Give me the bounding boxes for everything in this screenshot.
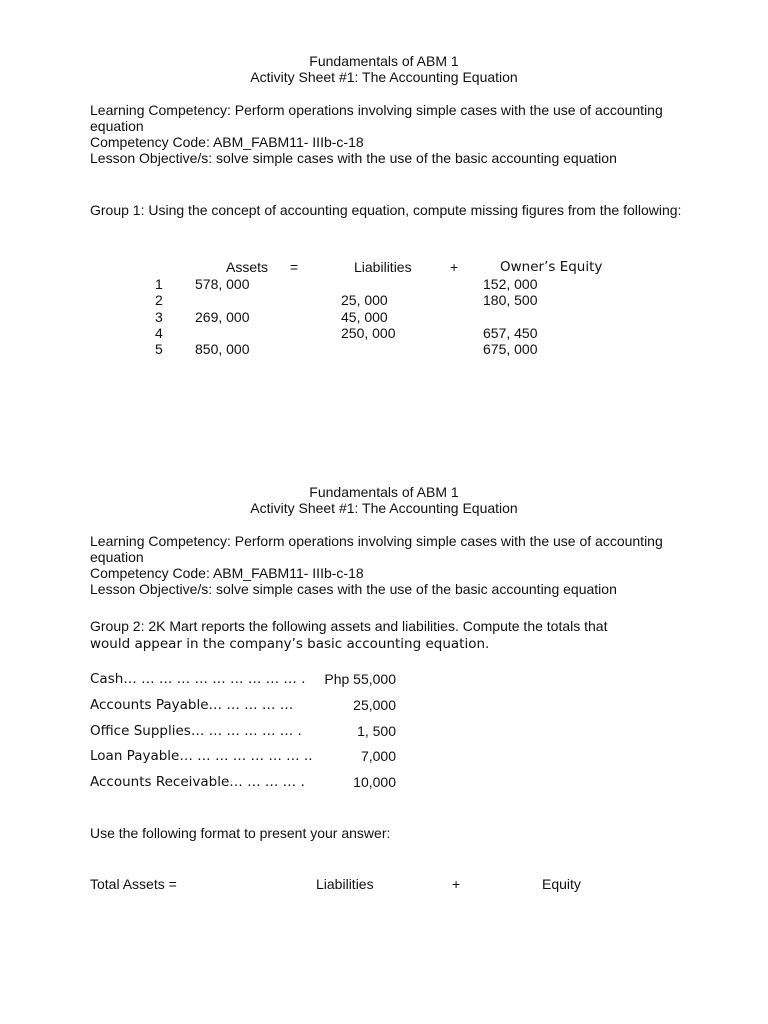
leader-dots: … … … … . (229, 774, 305, 790)
format-equity: Equity (542, 876, 581, 892)
account-value: 7,000 (360, 748, 396, 764)
group-2-instruction-line1: Group 2: 2K Mart reports the following assets and liabilities. Compute the totals that (90, 618, 608, 634)
row-number: 2 (155, 292, 163, 308)
account-label: Cash (90, 671, 124, 687)
format-plus: + (452, 876, 461, 892)
row-equity: 152, 000 (483, 276, 538, 292)
competency-code: Competency Code: ABM_FABM11- IIIb-c-18 (90, 565, 364, 581)
row-number: 5 (155, 341, 163, 357)
account-item (90, 774, 305, 790)
row-number: 3 (155, 309, 163, 325)
account-label: Office Supplies (90, 723, 191, 739)
header-assets: Assets (226, 259, 269, 275)
account-label: Accounts Receivable (90, 774, 230, 790)
account-label: Accounts Payable (90, 697, 209, 713)
row-liabilities: 25, 000 (341, 292, 388, 308)
row-equity: 180, 500 (483, 292, 538, 308)
leader-dots: … … … … … … … .. (179, 748, 313, 764)
activity-1-subtitle: Activity Sheet #1: The Accounting Equation (250, 69, 518, 85)
row-number: 4 (155, 325, 163, 341)
learning-competency-line1: Learning Competency: Perform operations involving simple cases with the use of accounting (90, 102, 663, 118)
activity-2-title: Fundamentals of ABM 1 (309, 484, 459, 500)
header-owners-equity: Owner’s Equity (500, 259, 603, 275)
activity-1-header-block (90, 102, 690, 166)
leader-dots: … … … … … … . (190, 723, 302, 739)
row-number: 1 (155, 276, 163, 292)
lesson-objective: Lesson Objective/s: solve simple cases with the use of the basic accounting equation (90, 150, 617, 166)
leader-dots: … … … … … (208, 697, 294, 713)
account-item (90, 748, 312, 764)
account-value: 10,000 (353, 774, 396, 790)
account-label: Loan Payable (90, 748, 180, 764)
learning-competency-line2: equation (90, 549, 144, 565)
account-item (90, 697, 293, 713)
format-liabilities: Liabilities (316, 876, 374, 892)
group-1-instruction: Group 1: Using the concept of accounting equation, compute missing figures from the following: (90, 202, 682, 218)
account-item (90, 723, 302, 739)
account-item (90, 671, 306, 687)
competency-code: Competency Code: ABM_FABM11- IIIb-c-18 (90, 134, 364, 150)
format-total-assets: Total Assets = (90, 876, 177, 892)
activity-2-header-block (90, 533, 690, 597)
row-assets: 850, 000 (195, 341, 250, 357)
row-liabilities: 45, 000 (341, 309, 388, 325)
lesson-objective: Lesson Objective/s: solve simple cases with the use of the basic accounting equation (90, 581, 617, 597)
leader-dots: … … … … … … … … … … . (123, 671, 306, 687)
row-assets: 578, 000 (195, 276, 250, 292)
header-plus: + (450, 259, 459, 275)
learning-competency-line2: equation (90, 118, 144, 134)
row-equity: 657, 450 (483, 325, 538, 341)
row-equity: 675, 000 (483, 341, 538, 357)
header-equals: = (290, 259, 299, 275)
header-liabilities: Liabilities (354, 259, 412, 275)
row-liabilities: 250, 000 (341, 325, 396, 341)
row-assets: 269, 000 (195, 309, 250, 325)
format-instruction: Use the following format to present your answer: (90, 825, 391, 841)
group-2-instruction-line2: would appear in the company’s basic accounting equation. (90, 636, 490, 652)
account-value: 1, 500 (357, 723, 396, 739)
activity-1-title: Fundamentals of ABM 1 (309, 53, 459, 69)
learning-competency-line1: Learning Competency: Perform operations involving simple cases with the use of accounting (90, 533, 663, 549)
account-value: Php 55,000 (324, 671, 396, 687)
activity-2-subtitle: Activity Sheet #1: The Accounting Equation (250, 500, 518, 516)
account-value: 25,000 (353, 697, 396, 713)
